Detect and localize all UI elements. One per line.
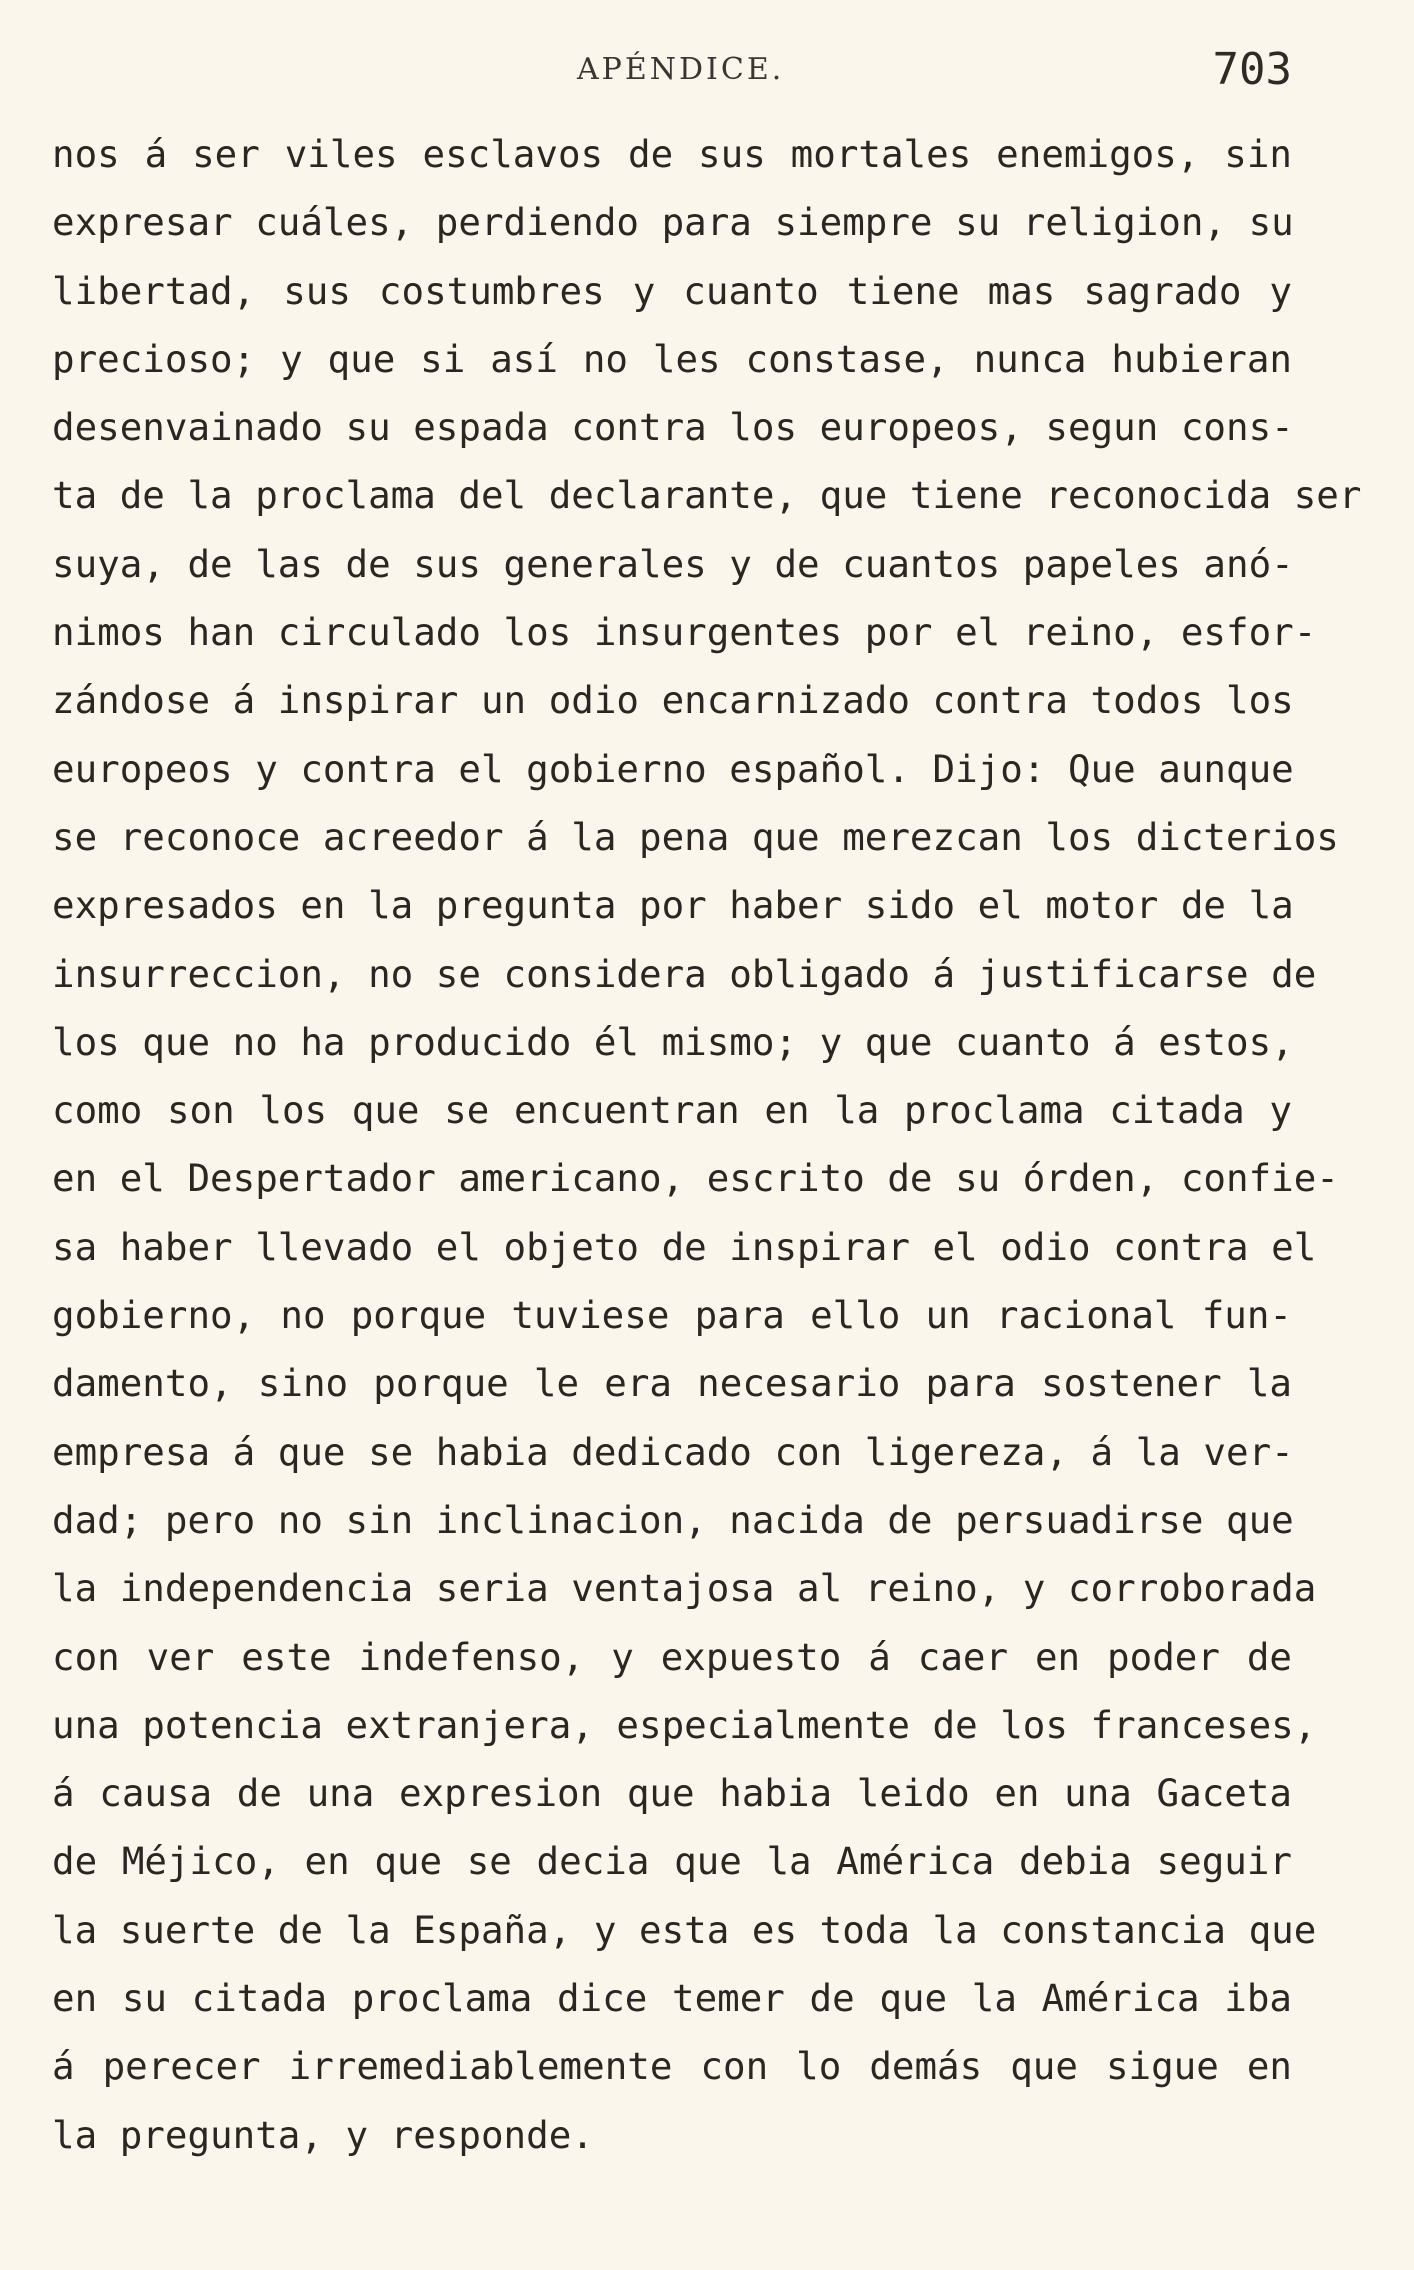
text-line: sa haber llevado el objeto de inspirar el odio contra el [52,1224,1317,1269]
text-line: empresa á que se habia dedicado con ligereza, á la ver- [52,1429,1294,1474]
text-line: en su citada proclama dice temer de que la América iba [52,1976,1292,2021]
text-line: desenvainado su espada contra los europeos, segun cons- [52,405,1294,450]
text-line: en el Despertador americano, escrito de su órden, confie- [52,1156,1339,1201]
text-line: precioso; y que si así no les constase, nunca hubieran [52,336,1292,381]
page-header [52,46,1292,106]
text-line: zándose á inspirar un odio encarnizado contra todos los [52,678,1294,723]
text-line: á causa de una expresion que habia leido en una Gaceta [52,1771,1292,1816]
text-line: gobierno, no porque tuviese para ello un racional fun- [52,1293,1292,1338]
text-line: europeos y contra el gobierno español. Dijo: Que aunque [52,746,1294,791]
text-line: insurreccion, no se considera obligado á justificarse de [52,951,1317,996]
text-line: con ver este indefenso, y expuesto á caer en poder de [52,1634,1292,1679]
body-text [52,120,1362,2169]
text-line: dad; pero no sin inclinacion, nacida de persuadirse que [52,1497,1294,1542]
text-line: como son los que se encuentran en la proclama citada y [52,1088,1292,1133]
running-head: APÉNDICE. [577,52,785,87]
text-line: la pregunta, y responde. [52,2112,594,2157]
text-line: de Méjico, en que se decia que la América debia seguir [52,1839,1292,1884]
text-line: se reconoce acreedor á la pena que merezcan los dicterios [52,814,1339,859]
text-line: una potencia extranjera, especialmente de los franceses, [52,1702,1317,1747]
text-line: ta de la proclama del declarante, que tiene reconocida ser [52,473,1362,518]
page-number: 703 [1212,44,1292,95]
text-line: damento, sino porque le era necesario para sostener la [52,1361,1292,1406]
text-line: suya, de las de sus generales y de cuantos papeles anó- [52,541,1294,586]
text-line: nimos han circulado los insurgentes por el reino, esfor- [52,610,1317,655]
text-line: expresar cuáles, perdiendo para siempre su religion, su [52,200,1294,245]
text-line: expresados en la pregunta por haber sido el motor de la [52,883,1294,928]
text-line: á perecer irremediablemente con lo demás que sigue en [52,2044,1292,2089]
text-line: la independencia seria ventajosa al reino, y corroborada [52,1566,1317,1611]
text-line: nos á ser viles esclavos de sus mortales enemigos, sin [52,132,1292,176]
text-line: los que no ha producido él mismo; y que cuanto á estos, [52,1019,1294,1064]
text-line: la suerte de la España, y esta es toda la constancia que [52,1907,1317,1952]
text-line: libertad, sus costumbres y cuanto tiene mas sagrado y [52,268,1292,313]
